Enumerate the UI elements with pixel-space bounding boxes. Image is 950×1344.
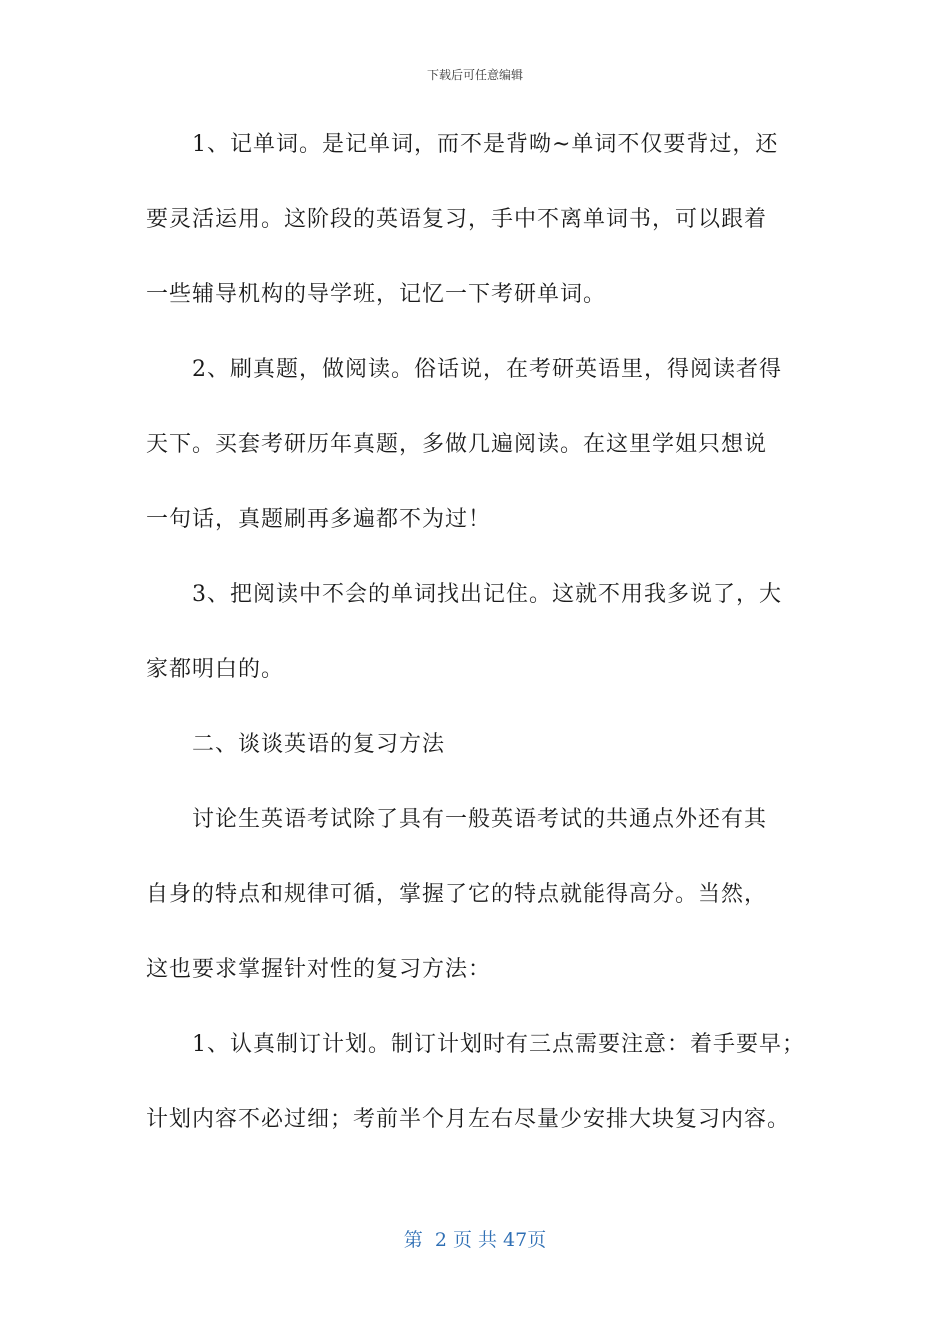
- paragraph-line: 3、把阅读中不会的单词找出记住。这就不用我多说了，大: [192, 582, 782, 607]
- paragraph-line: 1、记单词。是记单词，而不是背呦~单词不仅要背过，还: [192, 132, 779, 157]
- paragraph-line: 自身的特点和规律可循，掌握了它的特点就能得高分。当然，: [146, 882, 768, 907]
- paragraph-line: 这也要求掌握针对性的复习方法：: [146, 957, 492, 982]
- paragraph-line: 讨论生英语考试除了具有一般英语考试的共通点外还有其: [192, 807, 768, 832]
- paragraph-line: 1、认真制订计划。制订计划时有三点需要注意：着手要早；: [192, 1032, 805, 1057]
- paragraph-line: 家都明白的。: [146, 657, 285, 682]
- paragraph-line: 一些辅导机构的导学班，记忆一下考研单词。: [146, 282, 607, 307]
- paragraph-line: 计划内容不必过细；考前半个月左右尽量少安排大块复习内容。: [146, 1107, 791, 1132]
- page-header: 下载后可任意编辑: [426, 68, 523, 82]
- page-footer: 第 2 页 共 47页: [403, 1229, 547, 1251]
- paragraph-line: 要灵活运用。这阶段的英语复习，手中不离单词书，可以跟着: [146, 207, 768, 232]
- paragraph-line: 天下。买套考研历年真题，多做几遍阅读。在这里学姐只想说: [146, 432, 768, 457]
- paragraph-line: 2、刷真题，做阅读。俗话说，在考研英语里，得阅读者得: [192, 357, 782, 382]
- section-heading: 二、谈谈英语的复习方法: [192, 732, 446, 757]
- paragraph-line: 一句话，真题刷再多遍都不为过！: [146, 507, 492, 532]
